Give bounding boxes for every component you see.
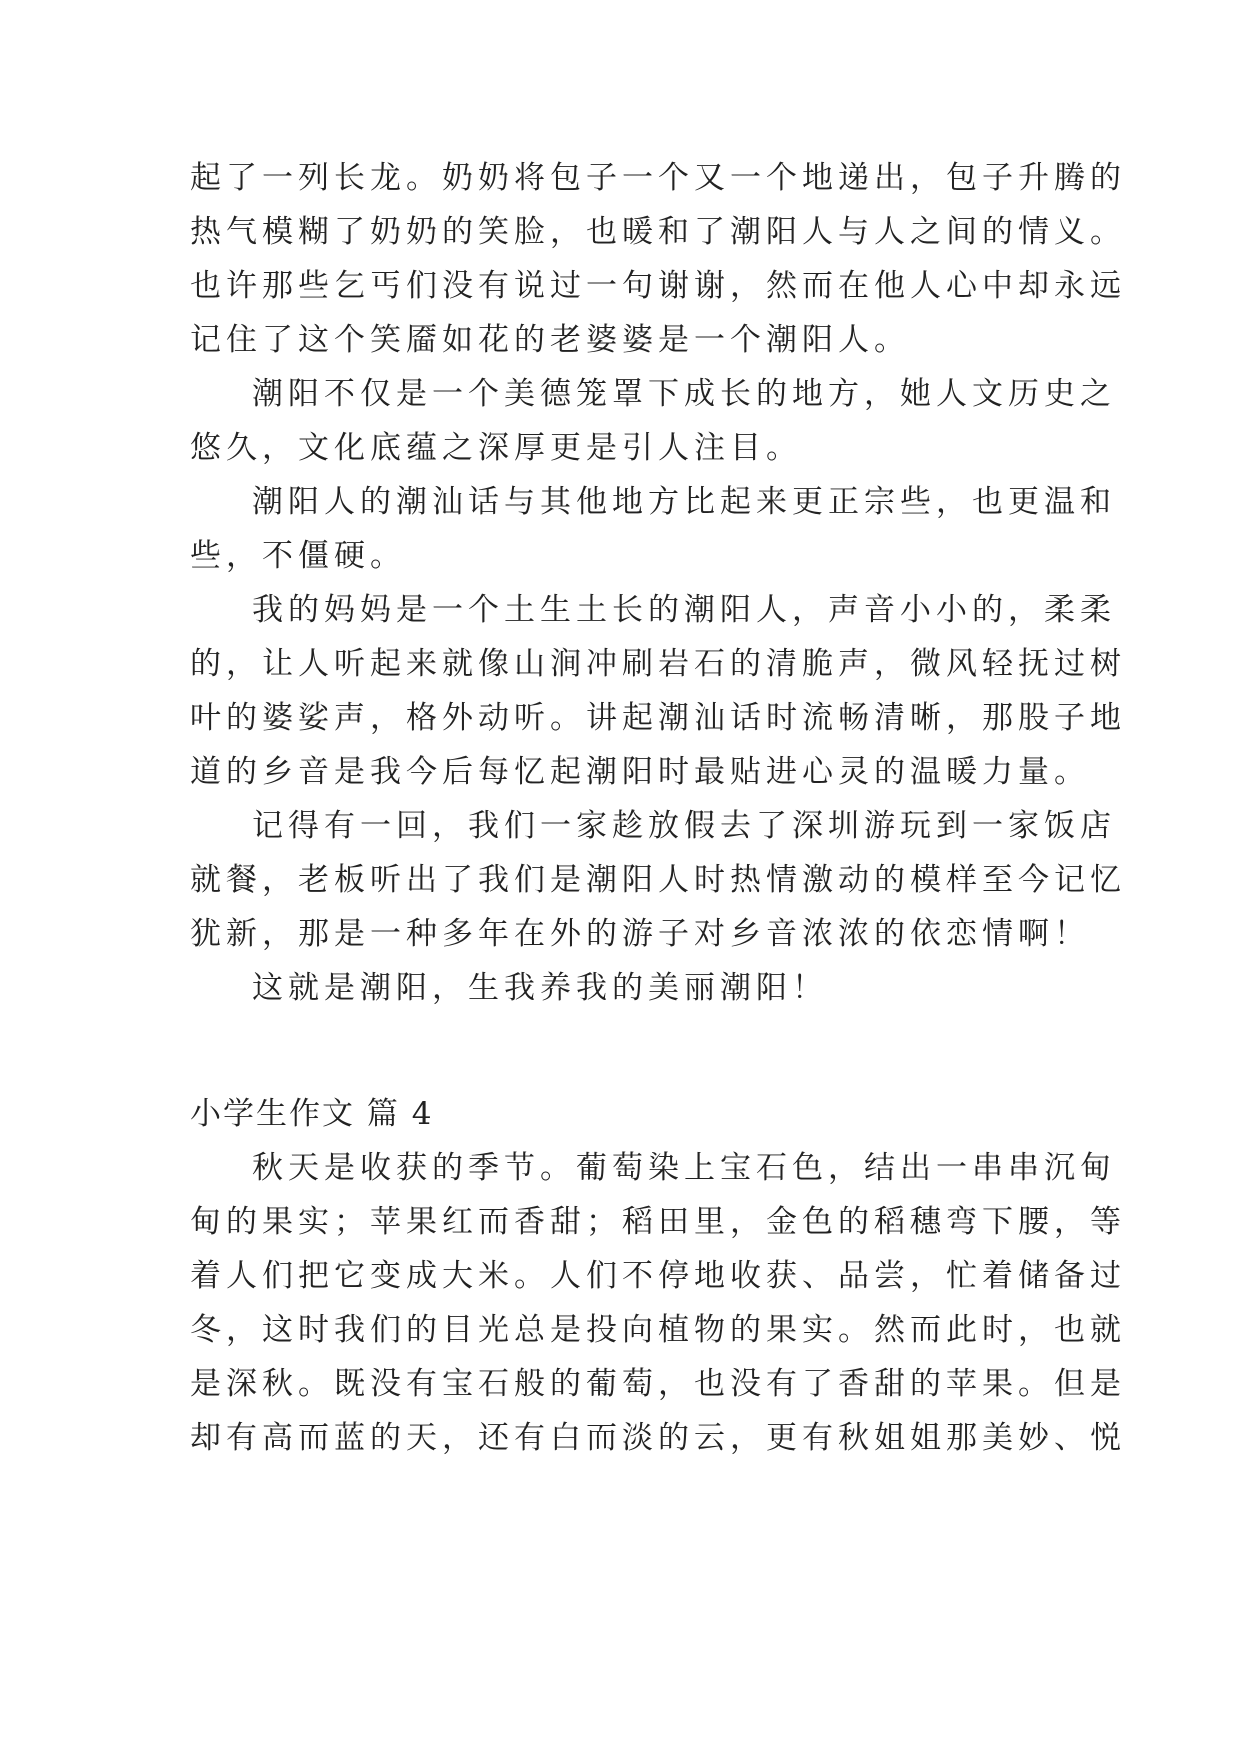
text-line: 道的乡音是我今后每忆起潮阳时最贴进心灵的温暖力量。 bbox=[190, 754, 1090, 790]
text-line: 叶的婆娑声，格外动听。讲起潮汕话时流畅清晰，那股子地 bbox=[190, 700, 1126, 736]
text-line: 的，让人听起来就像山涧冲刷岩石的清脆声，微风轻抚过树 bbox=[190, 646, 1126, 682]
text-line: 冬，这时我们的目光总是投向植物的果实。然而此时，也就 bbox=[190, 1312, 1126, 1348]
text-line: 就餐，老板听出了我们是潮阳人时热情激动的模样至今记忆 bbox=[190, 862, 1126, 898]
text-line: 甸的果实；苹果红而香甜；稻田里，金色的稻穗弯下腰，等 bbox=[190, 1204, 1126, 1240]
paragraph-start-line: 这就是潮阳，生我养我的美丽潮阳！ bbox=[252, 970, 828, 1006]
text-line: 悠久，文化底蕴之深厚更是引人注目。 bbox=[190, 430, 802, 466]
text-line: 犹新，那是一种多年在外的游子对乡音浓浓的依恋情啊！ bbox=[190, 916, 1090, 952]
paragraph-start-line: 潮阳人的潮汕话与其他地方比起来更正宗些，也更温和 bbox=[252, 484, 1116, 520]
paragraph-start-line: 秋天是收获的季节。葡萄染上宝石色，结出一串串沉甸 bbox=[252, 1150, 1116, 1186]
text-line: 是深秋。既没有宝石般的葡萄，也没有了香甜的苹果。但是 bbox=[190, 1366, 1126, 1402]
text-line: 却有高而蓝的天，还有白而淡的云，更有秋姐姐那美妙、悦 bbox=[190, 1420, 1126, 1456]
paragraph-start-line: 记得有一回，我们一家趁放假去了深圳游玩到一家饭店 bbox=[252, 808, 1116, 844]
paragraph-start-line: 我的妈妈是一个土生土长的潮阳人，声音小小的，柔柔 bbox=[252, 592, 1116, 628]
text-line: 起了一列长龙。奶奶将包子一个又一个地递出，包子升腾的 bbox=[190, 160, 1126, 196]
text-line: 着人们把它变成大米。人们不停地收获、品尝，忙着储备过 bbox=[190, 1258, 1126, 1294]
paragraph-start-line: 潮阳不仅是一个美德笼罩下成长的地方，她人文历史之 bbox=[252, 376, 1116, 412]
text-line: 记住了这个笑靥如花的老婆婆是一个潮阳人。 bbox=[190, 322, 910, 358]
text-line: 也许那些乞丐们没有说过一句谢谢，然而在他人心中却永远 bbox=[190, 268, 1126, 304]
text-line: 些，不僵硬。 bbox=[190, 538, 406, 574]
text-line: 热气模糊了奶奶的笑脸，也暖和了潮阳人与人之间的情义。 bbox=[190, 214, 1126, 250]
section-heading: 小学生作文 篇 4 bbox=[190, 1096, 434, 1132]
